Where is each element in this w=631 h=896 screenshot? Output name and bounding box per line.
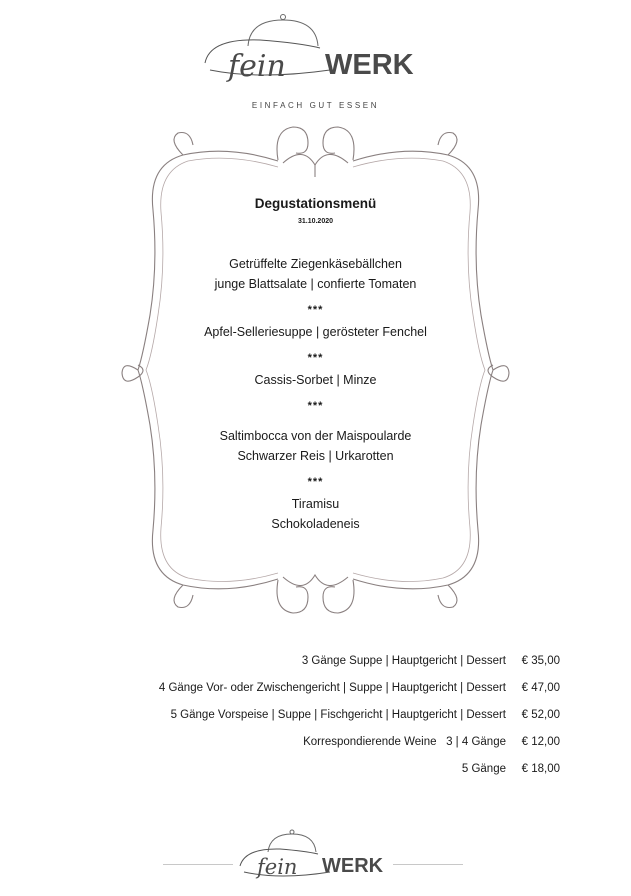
logo-script: fein bbox=[228, 49, 286, 84]
logo-bold: WERK bbox=[325, 49, 414, 81]
course-line: junge Blattsalate | confierte Tomaten bbox=[214, 277, 417, 291]
price-label: 5 Gänge bbox=[461, 763, 506, 775]
price-row bbox=[159, 704, 560, 731]
menu-title: Degustationsmenü bbox=[254, 196, 377, 211]
price-list bbox=[159, 650, 560, 785]
price-row bbox=[159, 650, 560, 677]
footer-logo bbox=[0, 826, 631, 886]
course-separator: *** bbox=[307, 304, 324, 316]
menu-date: 31.10.2020 bbox=[297, 218, 334, 225]
price-label: 4 Gänge Vor- oder Zwischengericht | Suppe | Hauptgericht | Dessert bbox=[158, 682, 506, 694]
price-amount: € 47,00 bbox=[521, 682, 560, 694]
price-amount: € 18,00 bbox=[521, 763, 560, 775]
course-separator: *** bbox=[307, 400, 324, 412]
course-separator: *** bbox=[307, 476, 324, 488]
course-separator: *** bbox=[307, 352, 324, 364]
course-line: Saltimbocca von der Maispoularde bbox=[219, 429, 412, 443]
price-amount: € 35,00 bbox=[521, 655, 560, 667]
cloche-icon bbox=[248, 15, 318, 47]
price-amount: € 52,00 bbox=[521, 709, 560, 721]
price-label: 5 Gänge Vorspeise | Suppe | Fischgericht | Hauptgericht | Dessert bbox=[170, 709, 506, 721]
course-line: Cassis-Sorbet | Minze bbox=[254, 373, 377, 387]
course-line: Getrüffelte Ziegenkäsebällchen bbox=[229, 257, 402, 271]
course-2 bbox=[0, 322, 631, 342]
course-4 bbox=[0, 426, 631, 466]
price-amount: € 12,00 bbox=[521, 736, 560, 748]
course-3 bbox=[0, 370, 631, 390]
price-row bbox=[159, 677, 560, 704]
price-row bbox=[159, 731, 560, 758]
course-line: Schokoladeneis bbox=[271, 517, 360, 531]
price-row bbox=[159, 758, 560, 785]
logo-script: fein bbox=[257, 855, 298, 879]
course-line: Apfel-Selleriesuppe | gerösteter Fenchel bbox=[204, 325, 427, 339]
tagline: EINFACH GUT ESSEN bbox=[251, 101, 380, 110]
course-1 bbox=[0, 254, 631, 294]
course-line: Schwarzer Reis | Urkarotten bbox=[237, 449, 394, 463]
header-logo bbox=[0, 8, 631, 88]
course-line: Tiramisu bbox=[291, 497, 340, 511]
price-label: Korrespondierende Weine 3 | 4 Gänge bbox=[303, 736, 506, 748]
course-5 bbox=[0, 494, 631, 534]
logo-bold: WERK bbox=[322, 855, 384, 877]
price-label: 3 Gänge Suppe | Hauptgericht | Dessert bbox=[301, 655, 506, 667]
